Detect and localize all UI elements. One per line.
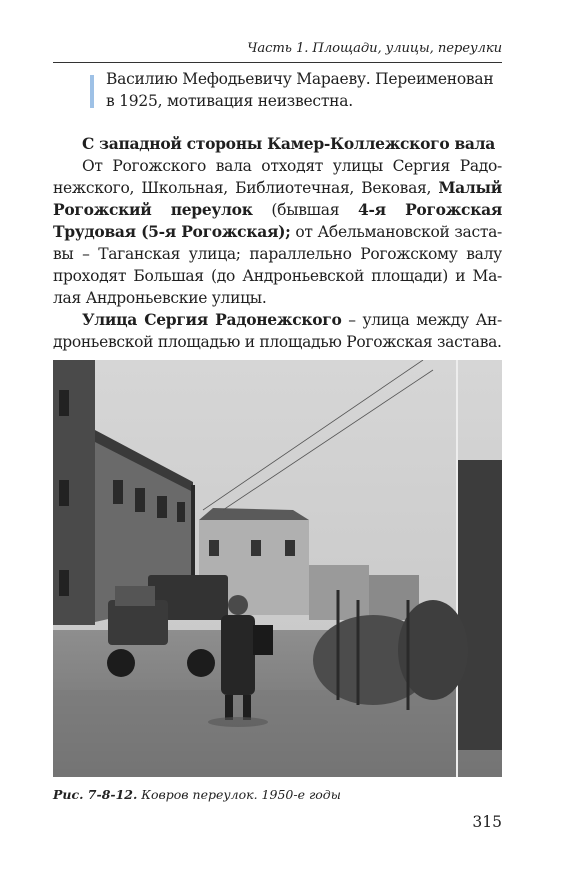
street-name-bold: Трудовая (5-я Рогожская); [53,222,291,241]
street-name-bold: 4-я Рогожская [358,200,502,219]
text-run: нежского, Школьная, Библиотечная, Вековая, [53,179,439,197]
header-rule [53,62,502,63]
paragraph-2-line-2: дроньевской площадью и площадью Рогожская застава. [53,333,502,351]
paragraph-1-line-6: проходят Большая (до Андроньевской площади) и Ма- [53,267,502,285]
street-name-bold: Улица Сергия Радонежского [82,310,342,329]
text-run: (бывшая [252,201,359,219]
text-run: – улица между Ан- [341,311,502,329]
quote-line-1: Василию Мефодьевичу Мараеву. Переименован [106,70,494,88]
body-text [53,133,502,353]
paragraph-1-line-1: От Рогожского вала отходят улицы Сергия Радо- [82,157,502,175]
paragraph-1-line-7: лая Андроньевские улицы. [53,289,267,307]
paragraph-1-line-5: вы – Таганская улица; параллельно Рогожскому валу [53,245,502,263]
street-name-bold: Рогожский переулок [53,200,253,219]
figure-caption-text: Ковров переулок. 1950-е годы [137,787,341,802]
quote-line-2: в 1925, мотивация неизвестна. [106,92,353,110]
paragraph-1-line-3 [53,199,502,221]
paragraph-1-line-4 [53,221,502,243]
running-head: Часть 1. Площади, улицы, переулки [247,41,502,56]
paragraph-2-line-1 [53,309,502,331]
page-number: 315 [472,813,502,831]
section-heading: С западной стороны Камер-Коллежского вала [82,134,496,153]
figure-label: Рис. 7-8-12. [53,787,138,802]
street-name-bold: Малый [438,178,502,197]
street-photo [53,360,502,777]
quote-block [106,68,502,112]
quote-bar [90,75,94,108]
paragraph-1-line-2 [53,177,502,199]
text-run: от Абельмановской заста- [290,223,502,241]
figure-caption [53,787,502,802]
